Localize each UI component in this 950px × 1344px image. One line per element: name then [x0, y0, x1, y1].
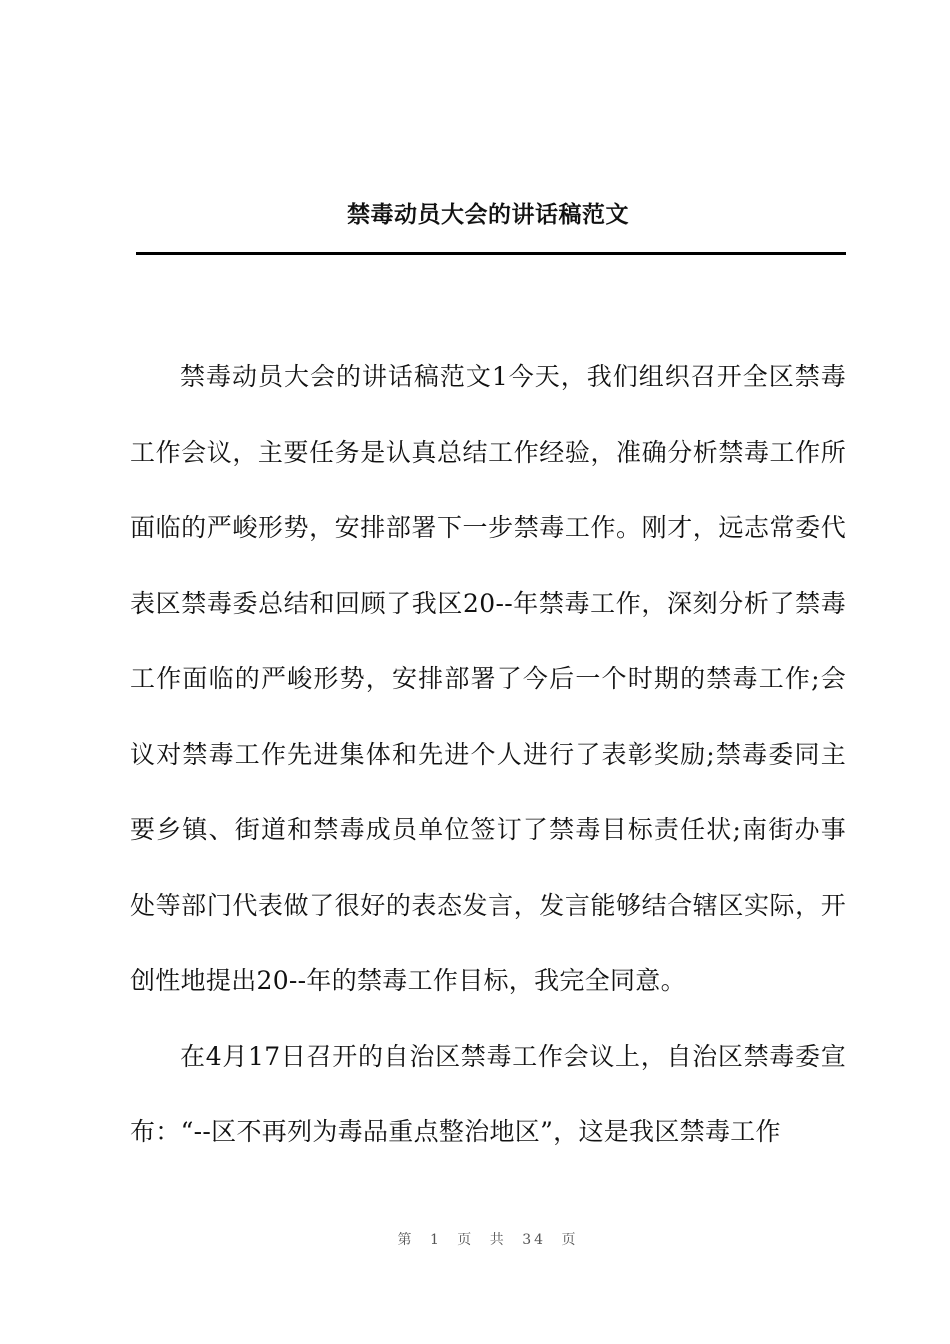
title-divider — [136, 252, 846, 255]
document-title: 禁毒动员大会的讲话稿范文 — [347, 202, 629, 228]
page-footer: 第 1 页 共 34 页 — [397, 1232, 579, 1248]
document-body — [130, 339, 846, 1170]
paragraph-1: 禁毒动员大会的讲话稿范文1今天，我们组织召开全区禁毒工作会议，主要任务是认真总结工作经验，准确分析禁毒工作所面临的严峻形势，安排部署下一步禁毒工作。刚才，远志常委代表区禁毒委总结和回顾了我区20--年禁毒工作，深刻分析了禁毒工作面临的严峻形势，安排部署了今后一个时期的禁毒工作;会议对禁毒工作先进集体和先进个人进行了表彰奖励;禁毒委同主要乡镇、街道和禁毒成员单位签订了禁毒目标责任状;南街办事处等部门代表做了很好的表态发言，发言能够结合辖区实际，开创性地提出20--年的禁毒工作目标，我完全同意。 — [130, 362, 846, 995]
paragraph-2: 在4月17日召开的自治区禁毒工作会议上，自治区禁毒委宣布：“--区不再列为毒品重点整治地区”，这是我区禁毒工作 — [130, 1041, 846, 1146]
